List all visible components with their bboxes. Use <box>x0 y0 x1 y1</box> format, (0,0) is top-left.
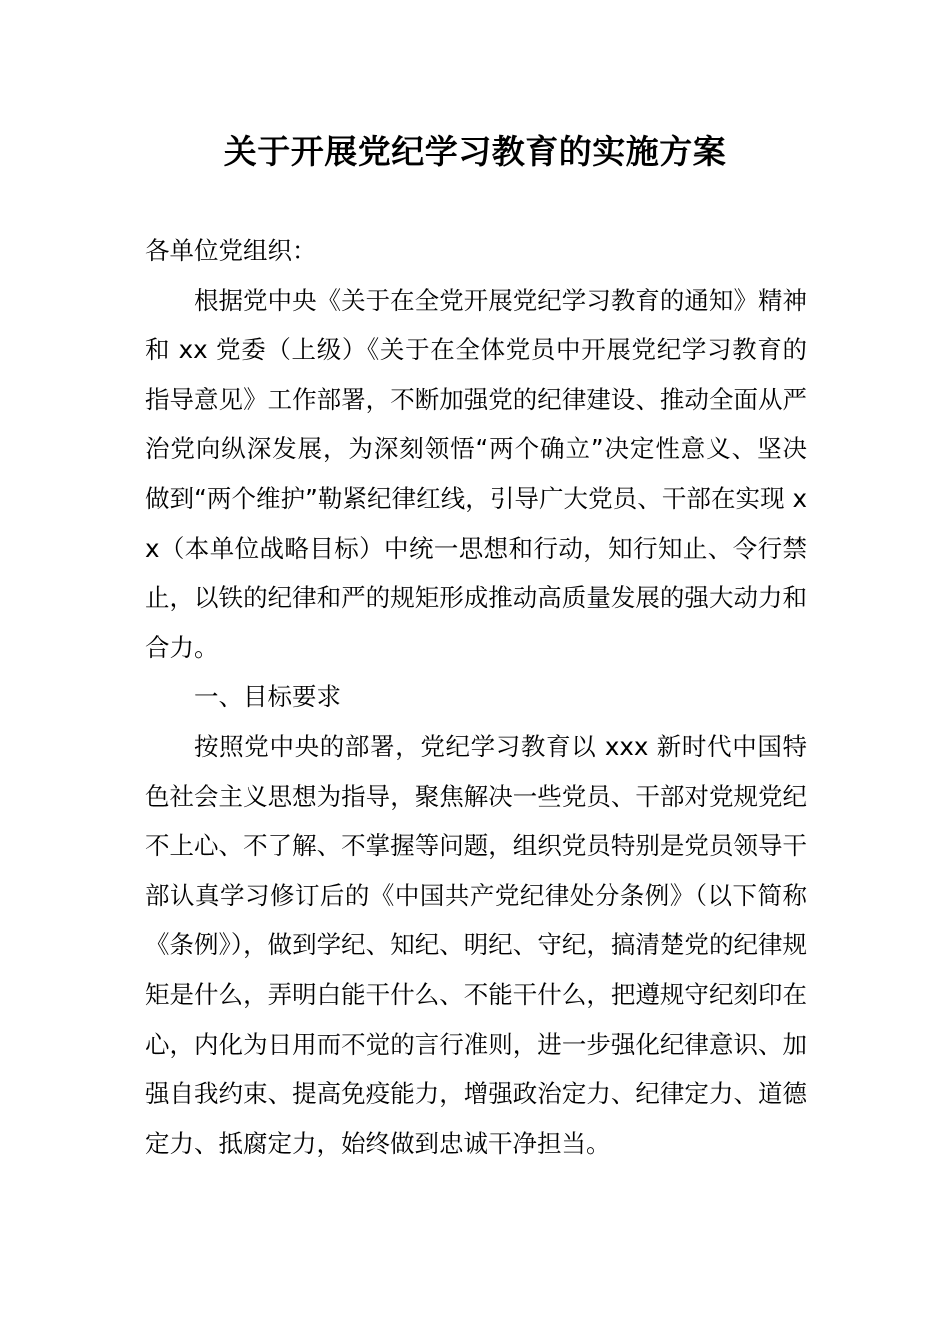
document-title: 关于开展党纪学习教育的实施方案 <box>223 132 727 171</box>
section-heading-goals: 一、目标要求 <box>194 682 341 712</box>
document-body <box>145 226 807 1168</box>
paragraph-goals: 按照党中央的部署，党纪学习教育以 xxx 新时代中国特色社会主义思想为指导，聚焦解决一些党员、干部对党规党纪不上心、不了解、不掌握等问题，组织党员特别是党员领导干部认真学习修订后的《中国共产党纪律处分条例》（以下简称《条例》），做到学纪、知纪、明纪、守纪，搞清楚党的纪律规矩是什么，弄明白能干什么、不能干什么，把遵规守纪刻印在心，内化为日用而不觉的言行准则，进一步强化纪律意识、加强自我约束、提高免疫能力，增强政治定力、纪律定力、道德定力、抵腐定力，始终做到忠诚干净担当。 <box>145 731 807 1158</box>
paragraph-intro: 根据党中央《关于在全党开展党纪学习教育的通知》精神和 xx 党委（上级）《关于在全体党员中开展党纪学习教育的指导意见》工作部署，不断加强党的纪律建设、推动全面从严治党向纵深发展，为深刻领悟“两个确立”决定性意义、坚决做到“两个维护”勒紧纪律红线，引导广大党员、干部在实现 xx（本单位战略目标）中统一思想和行动，知行知止、令行禁止，以铁的纪律和严的规矩形成推动高质量发展的强大动力和合力。 <box>145 285 807 662</box>
salutation: 各单位党组织： <box>145 236 317 265</box>
